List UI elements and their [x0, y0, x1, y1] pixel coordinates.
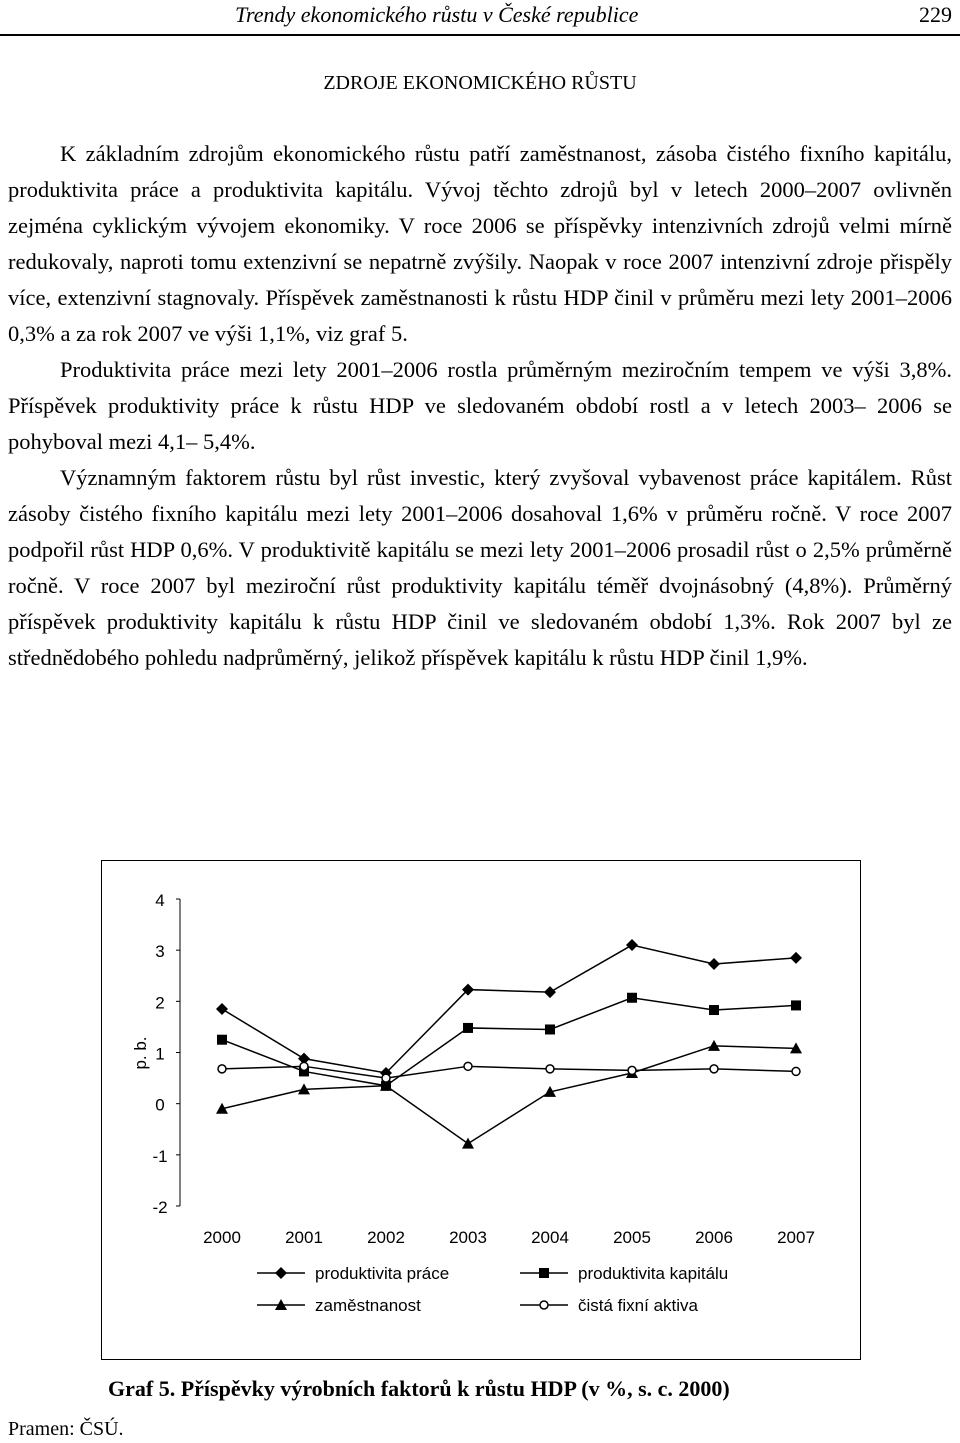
data-point-square	[463, 1023, 473, 1033]
legend-label: čistá fixní aktiva	[578, 1296, 698, 1315]
y-tick-label: -1	[152, 1146, 168, 1166]
data-point-square	[627, 993, 637, 1003]
y-tick-label: 2	[155, 993, 165, 1013]
data-point-diamond	[544, 986, 556, 998]
data-point-diamond	[216, 1003, 228, 1015]
paragraph: K základním zdrojům ekonomického růstu patří zaměstnanost, zásoba čistého fixního kapitálu, produktivita práce a produktivita kapitálu. Vývoj těchto zdrojů byl v letech 2000–2007 ovlivněn zejména cyklickým vývojem ekonomiky. V roce 2006 se příspěvky intenzivních zdrojů velmi mírně redukovaly, naproti tomu extenzivní se nepatrně zvýšily. Naopak v roce 2007 intenzivní zdroje přispěly více, extenzivní stagnovaly. Příspěvek zaměstnanosti k růstu HDP činil v průměru mezi lety 2001–2006 0,3% a za rok 2007 ve výši 1,1%, viz graf 5.	[8, 141, 952, 346]
data-point-circle	[546, 1065, 554, 1073]
data-point-circle	[628, 1066, 636, 1074]
data-point-circle	[464, 1062, 472, 1070]
source-note: Pramen: ČSÚ.	[8, 1418, 124, 1440]
y-tick-label: -2	[152, 1198, 168, 1217]
legend-label: produktivita kapitálu	[578, 1264, 729, 1283]
data-point-circle	[300, 1062, 308, 1070]
data-point-circle	[710, 1065, 718, 1073]
y-tick-label: 0	[155, 1095, 165, 1115]
line-chart	[102, 861, 860, 1359]
legend-marker-diamond	[275, 1267, 287, 1279]
chart-frame	[101, 860, 861, 1360]
x-tick-label: 2002	[367, 1228, 405, 1247]
data-point-circle	[382, 1074, 390, 1082]
paragraph: Významným faktorem růstu byl růst investic, který zvyšoval vybavenost práce kapitálem. Růst zásoby čistého fixního kapitálu mezi lety 2001–2006 dosahoval 1,6% v průměru ročně. V roce 2007 podpořil růst HDP 0,6%. V produktivitě kapitálu se mezi lety 2001–2006 prosadil růst o 2,5% průměrně ročně. V roce 2007 byl meziroční růst produktivity kapitálu téměř dvojnásobný (4,8%). Průměrný příspěvek produktivity kapitálu k růstu HDP činil ve sledovaném období 1,3%. Rok 2007 byl ze střednědobého pohledu nadprůměrný, jelikož příspěvek kapitálu k růstu HDP činil 1,9%.	[8, 465, 952, 670]
x-tick-label: 2001	[285, 1228, 323, 1247]
x-tick-label: 2006	[695, 1228, 733, 1247]
data-point-circle	[792, 1067, 800, 1075]
legend-marker-square	[539, 1268, 549, 1278]
running-title: Trendy ekonomického růstu v České republice	[235, 2, 639, 27]
y-tick-label: 4	[155, 891, 165, 910]
data-point-square	[217, 1035, 227, 1045]
body-text	[8, 136, 952, 676]
running-header	[0, 0, 960, 36]
x-tick-label: 2005	[613, 1228, 651, 1247]
y-axis-label: p. b.	[131, 1036, 150, 1070]
page-number: 229	[919, 2, 952, 27]
figure-caption: Graf 5. Příspěvky výrobních faktorů k růstu HDP (v %, s. c. 2000)	[108, 1376, 730, 1401]
data-point-square	[545, 1024, 555, 1034]
y-tick-label: 3	[155, 942, 165, 962]
data-point-triangle	[462, 1138, 474, 1149]
data-point-diamond	[708, 958, 720, 970]
y-tick-label: 1	[155, 1044, 165, 1064]
data-point-square	[709, 1005, 719, 1015]
x-tick-label: 2007	[777, 1228, 815, 1247]
legend-label: zaměstnanost	[315, 1296, 421, 1315]
paragraph: Produktivita práce mezi lety 2001–2006 rostla průměrným meziročním tempem ve výši 3,8%. Příspěvek produktivity práce k růstu HDP ve sledovaném období rostl a v letech 2003– 2006 se pohyboval mezi 4,1– 5,4%.	[8, 357, 952, 454]
data-point-square	[791, 1000, 801, 1010]
legend-marker-circle	[540, 1301, 548, 1309]
x-tick-label: 2004	[531, 1228, 569, 1247]
legend-label: produktivita práce	[315, 1264, 450, 1283]
x-tick-label: 2000	[203, 1228, 241, 1247]
section-heading: ZDROJE EKONOMICKÉHO RŮSTU	[323, 72, 637, 94]
data-point-diamond	[790, 952, 802, 964]
data-point-circle	[218, 1065, 226, 1073]
data-point-diamond	[626, 939, 638, 951]
x-tick-label: 2003	[449, 1228, 487, 1247]
